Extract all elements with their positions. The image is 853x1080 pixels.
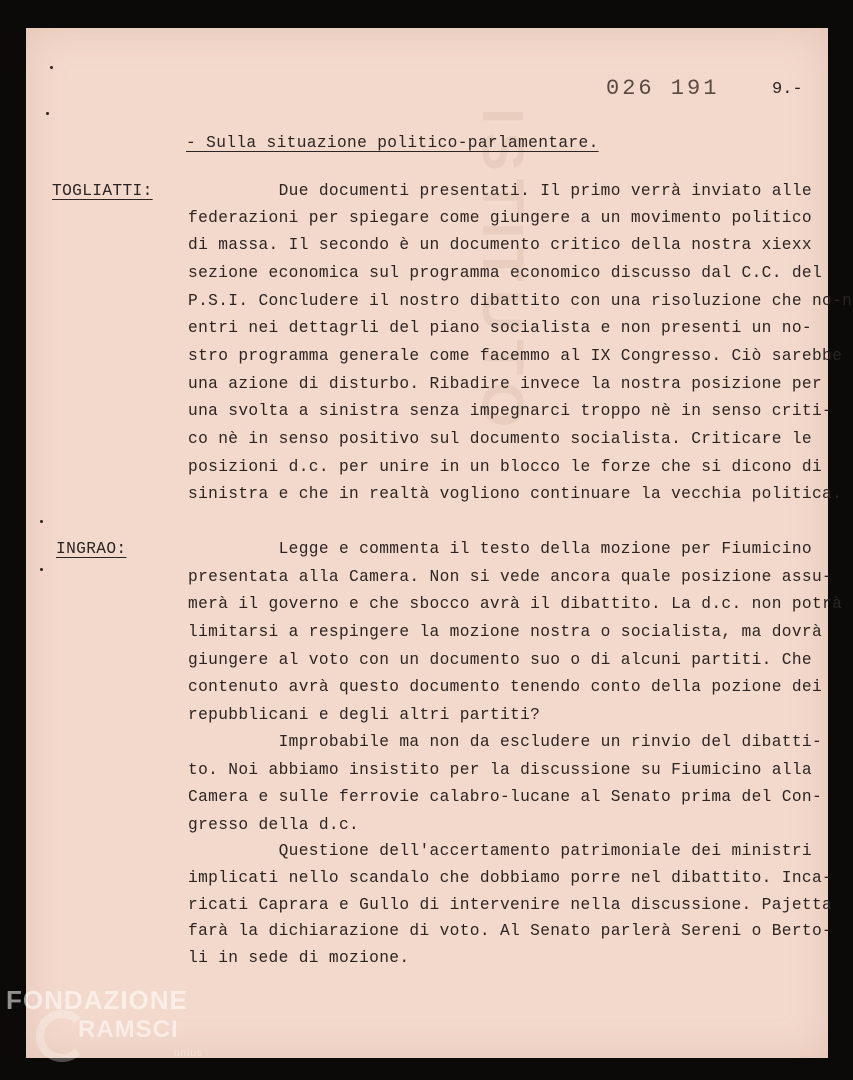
margin-mark bbox=[46, 112, 49, 115]
text-line: Due documenti presentati. Il primo verrà inviato alle bbox=[188, 182, 812, 200]
margin-mark bbox=[40, 568, 43, 571]
watermark-gramsci: RAMSCI bbox=[78, 1016, 179, 1043]
speaker-togliatti: TOGLIATTI: bbox=[52, 182, 153, 200]
watermark-fondazione: FONDAZIONE bbox=[6, 985, 188, 1015]
text-line: sinistra e che in realtà vogliono continuare la vecchia politica. bbox=[188, 485, 843, 503]
margin-mark bbox=[40, 520, 43, 523]
text-line: farà la dichiarazione di voto. Al Senato parlerà Sereni o Berto- bbox=[188, 922, 833, 940]
text-line: di massa. Il secondo è un documento critico della nostra xiexx bbox=[188, 236, 812, 254]
text-line: sezione economica sul programma economico discusso dal C.C. del bbox=[188, 264, 823, 282]
text-line: limitarsi a respingere la mozione nostra o socialista, ma dovrà bbox=[188, 623, 823, 641]
archive-number: 026 191 bbox=[606, 76, 720, 101]
background-stamp: ISTITUTO bbox=[470, 108, 535, 436]
text-line: una svolta a sinistra senza impegnarci troppo nè in senso criti- bbox=[188, 402, 833, 420]
text-line: gresso della d.c. bbox=[188, 816, 360, 834]
text-line: Questione dell'accertamento patrimoniale dei ministri bbox=[188, 842, 812, 860]
text-line: una azione di disturbo. Ribadire invece la nostra posizione per bbox=[188, 375, 823, 393]
text-line: repubblicani e degli altri partiti? bbox=[188, 706, 541, 724]
watermark-onlus: onlus bbox=[174, 1048, 203, 1059]
text-line: Improbabile ma non da escludere un rinvio del dibatti- bbox=[188, 733, 823, 751]
text-line: implicati nello scandalo che dobbiamo porre nel dibattito. Inca- bbox=[188, 869, 833, 887]
text-line: to. Noi abbiamo insistito per la discussione su Fiumicino alla bbox=[188, 761, 812, 779]
page-number: 9.- bbox=[772, 80, 803, 99]
text-line: stro programma generale come facemmo al IX Congresso. Ciò sarebbe bbox=[188, 347, 843, 365]
text-line: federazioni per spiegare come giungere a un movimento politico bbox=[188, 209, 812, 227]
speaker-ingrao: INGRAO: bbox=[56, 540, 127, 558]
text-line: giungere al voto con un documento suo o di alcuni partiti. Che bbox=[188, 651, 812, 669]
margin-mark bbox=[50, 66, 53, 69]
text-line: Camera e sulle ferrovie calabro-lucane al Senato prima del Con- bbox=[188, 788, 823, 806]
text-line: presentata alla Camera. Non si vede ancora quale posizione assu- bbox=[188, 568, 833, 586]
text-line: Legge e commenta il testo della mozione per Fiumicino bbox=[188, 540, 812, 558]
text-line: co nè in senso positivo sul documento socialista. Criticare le bbox=[188, 430, 812, 448]
text-line: P.S.I. Concludere il nostro dibattito con una risoluzione che no-n bbox=[188, 292, 853, 310]
text-line: merà il governo e che sbocco avrà il dibattito. La d.c. non potrà bbox=[188, 595, 843, 613]
text-line: entri nei dettagrli del piano socialista e non presenti un no- bbox=[188, 319, 812, 337]
text-line: li in sede di mozione. bbox=[188, 949, 410, 967]
section-heading: - Sulla situazione politico-parlamentare. bbox=[186, 134, 599, 152]
text-line: posizioni d.c. per unire in un blocco le forze che si dicono di bbox=[188, 458, 823, 476]
text-line: ricati Caprara e Gullo di intervenire nella discussione. Pajetta bbox=[188, 896, 833, 914]
text-line: contenuto avrà questo documento tenendo conto della pozione dei bbox=[188, 678, 823, 696]
